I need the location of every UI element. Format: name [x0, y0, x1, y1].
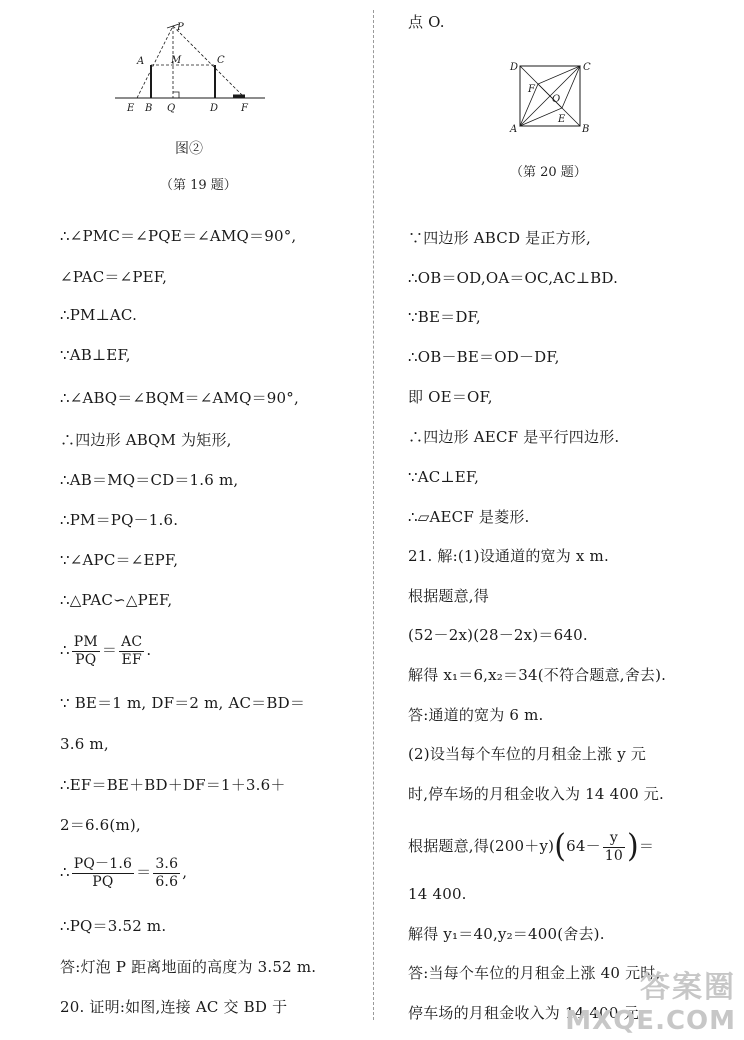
solution-line: 14 400.: [408, 885, 467, 903]
point-O: O: [552, 94, 561, 105]
proof-line: ∵AB⊥EF,: [60, 346, 131, 364]
point-D: D: [210, 103, 219, 114]
proof-line: ∴∠ABQ＝∠BQM＝∠AMQ＝90°,: [60, 389, 299, 407]
solution-line: 21. 解:(1)设通道的宽为 x m.: [408, 547, 609, 565]
point-P: P: [177, 22, 184, 33]
point-A: A: [137, 56, 145, 67]
proof-line: ∴PM＝PQ－1.6.: [60, 511, 179, 529]
proof-line: 2＝6.6(m),: [60, 816, 141, 834]
point-F: F: [528, 84, 535, 95]
proof-line: ∴▱AECF 是菱形.: [408, 508, 530, 526]
solution-line: (52－2x)(28－2x)＝640.: [408, 626, 588, 644]
point-C: C: [583, 62, 591, 73]
solution-line: (2)设当每个车位的月租金上涨 y 元: [408, 745, 647, 763]
site-watermark: 答案圈 MXQE.COM: [565, 970, 736, 1036]
proof-line: ∵ BE＝1 m, DF＝2 m, AC＝BD＝: [60, 694, 306, 712]
solution-line: 根据题意,得: [408, 587, 489, 605]
proof-line: ∴∠PMC＝∠PQE＝∠AMQ＝90°,: [60, 227, 297, 245]
fraction: $\frac{PQ-1.6}{PQ}$: [73, 855, 133, 890]
proof-line: ∵∠APC＝∠EPF,: [60, 551, 179, 569]
proof-line: ∵四边形 ABCD 是正方形,: [408, 229, 591, 247]
point-B: B: [145, 103, 153, 114]
answer-line: 答:当每个车位的月租金上涨 40 元时,: [408, 964, 661, 982]
answer-line: 答:灯泡 P 距离地面的高度为 3.52 m.: [60, 958, 317, 976]
point-D: D: [510, 62, 519, 73]
proof-line: ∴四边形 ABQM 为矩形,: [60, 431, 232, 449]
fraction-equation: ∴ $\frac{PQ-1.6}{PQ}$ ＝ $\frac{3.6}{6.6}$ ,: [60, 855, 188, 890]
proof-line: ∵BE＝DF,: [408, 308, 481, 326]
proof-line: 3.6 m,: [60, 735, 109, 753]
figure-19-caption: （第 19 题）: [160, 178, 237, 193]
answer-line: 停车场的月租金收入为 14 400 元.: [408, 1004, 644, 1022]
column-divider: [373, 10, 374, 1020]
proof-line: ∴△PAC∽△PEF,: [60, 591, 173, 609]
proof-line: ∴EF＝BE＋BD＋DF＝1＋3.6＋: [60, 776, 286, 794]
proof-line: ∴OB－BE＝OD－DF,: [408, 348, 560, 366]
equation-line: 根据题意,得(200＋y)(64－ $\frac{y}{10}$ )＝: [408, 828, 655, 865]
proof-line: ∴AB＝MQ＝CD＝1.6 m,: [60, 471, 239, 489]
figure-19-label: 图②: [175, 141, 203, 157]
proof-line: 即 OE＝OF,: [408, 388, 493, 406]
fraction: $\frac{y}{10}$: [604, 829, 623, 864]
proof-line: 点 O.: [408, 13, 445, 31]
point-F: F: [241, 103, 248, 114]
point-C: C: [217, 55, 225, 66]
answer-line: 答:通道的宽为 6 m.: [408, 706, 544, 724]
point-Q: Q: [167, 103, 176, 114]
proof-line: ∵AC⊥EF,: [408, 468, 480, 486]
solution-line: 时,停车场的月租金收入为 14 400 元.: [408, 785, 664, 803]
point-A: A: [510, 124, 518, 135]
point-E: E: [127, 103, 135, 114]
proof-line: ∴PM⊥AC.: [60, 306, 138, 324]
solution-line: 解得 y₁＝40,y₂＝400(舍去).: [408, 925, 605, 943]
point-M: M: [171, 55, 182, 66]
proof-line: ∴PQ＝3.52 m.: [60, 917, 167, 935]
point-E: E: [558, 114, 566, 125]
solution-line: 解得 x₁＝6,x₂＝34(不符合题意,舍去).: [408, 666, 667, 684]
fraction: $\frac{PM}{PQ}$: [73, 633, 98, 668]
proof-line: ∴四边形 AECF 是平行四边形.: [408, 428, 620, 446]
point-B: B: [582, 124, 590, 135]
figure-20-diagram: [508, 58, 598, 138]
fraction-equation: ∴ $\frac{PM}{PQ}$ ＝ $\frac{AC}{EF}$ .: [60, 633, 152, 668]
proof-line: ∴OB＝OD,OA＝OC,AC⊥BD.: [408, 269, 619, 287]
figure-19-diagram: [115, 20, 335, 115]
proof-line: 20. 证明:如图,连接 AC 交 BD 于: [60, 998, 288, 1016]
figure-20-caption: （第 20 题）: [510, 165, 587, 180]
fraction: $\frac{AC}{EF}$: [121, 633, 143, 668]
fraction: $\frac{3.6}{6.6}$: [155, 855, 179, 890]
proof-line: ∠PAC＝∠PEF,: [60, 268, 168, 286]
